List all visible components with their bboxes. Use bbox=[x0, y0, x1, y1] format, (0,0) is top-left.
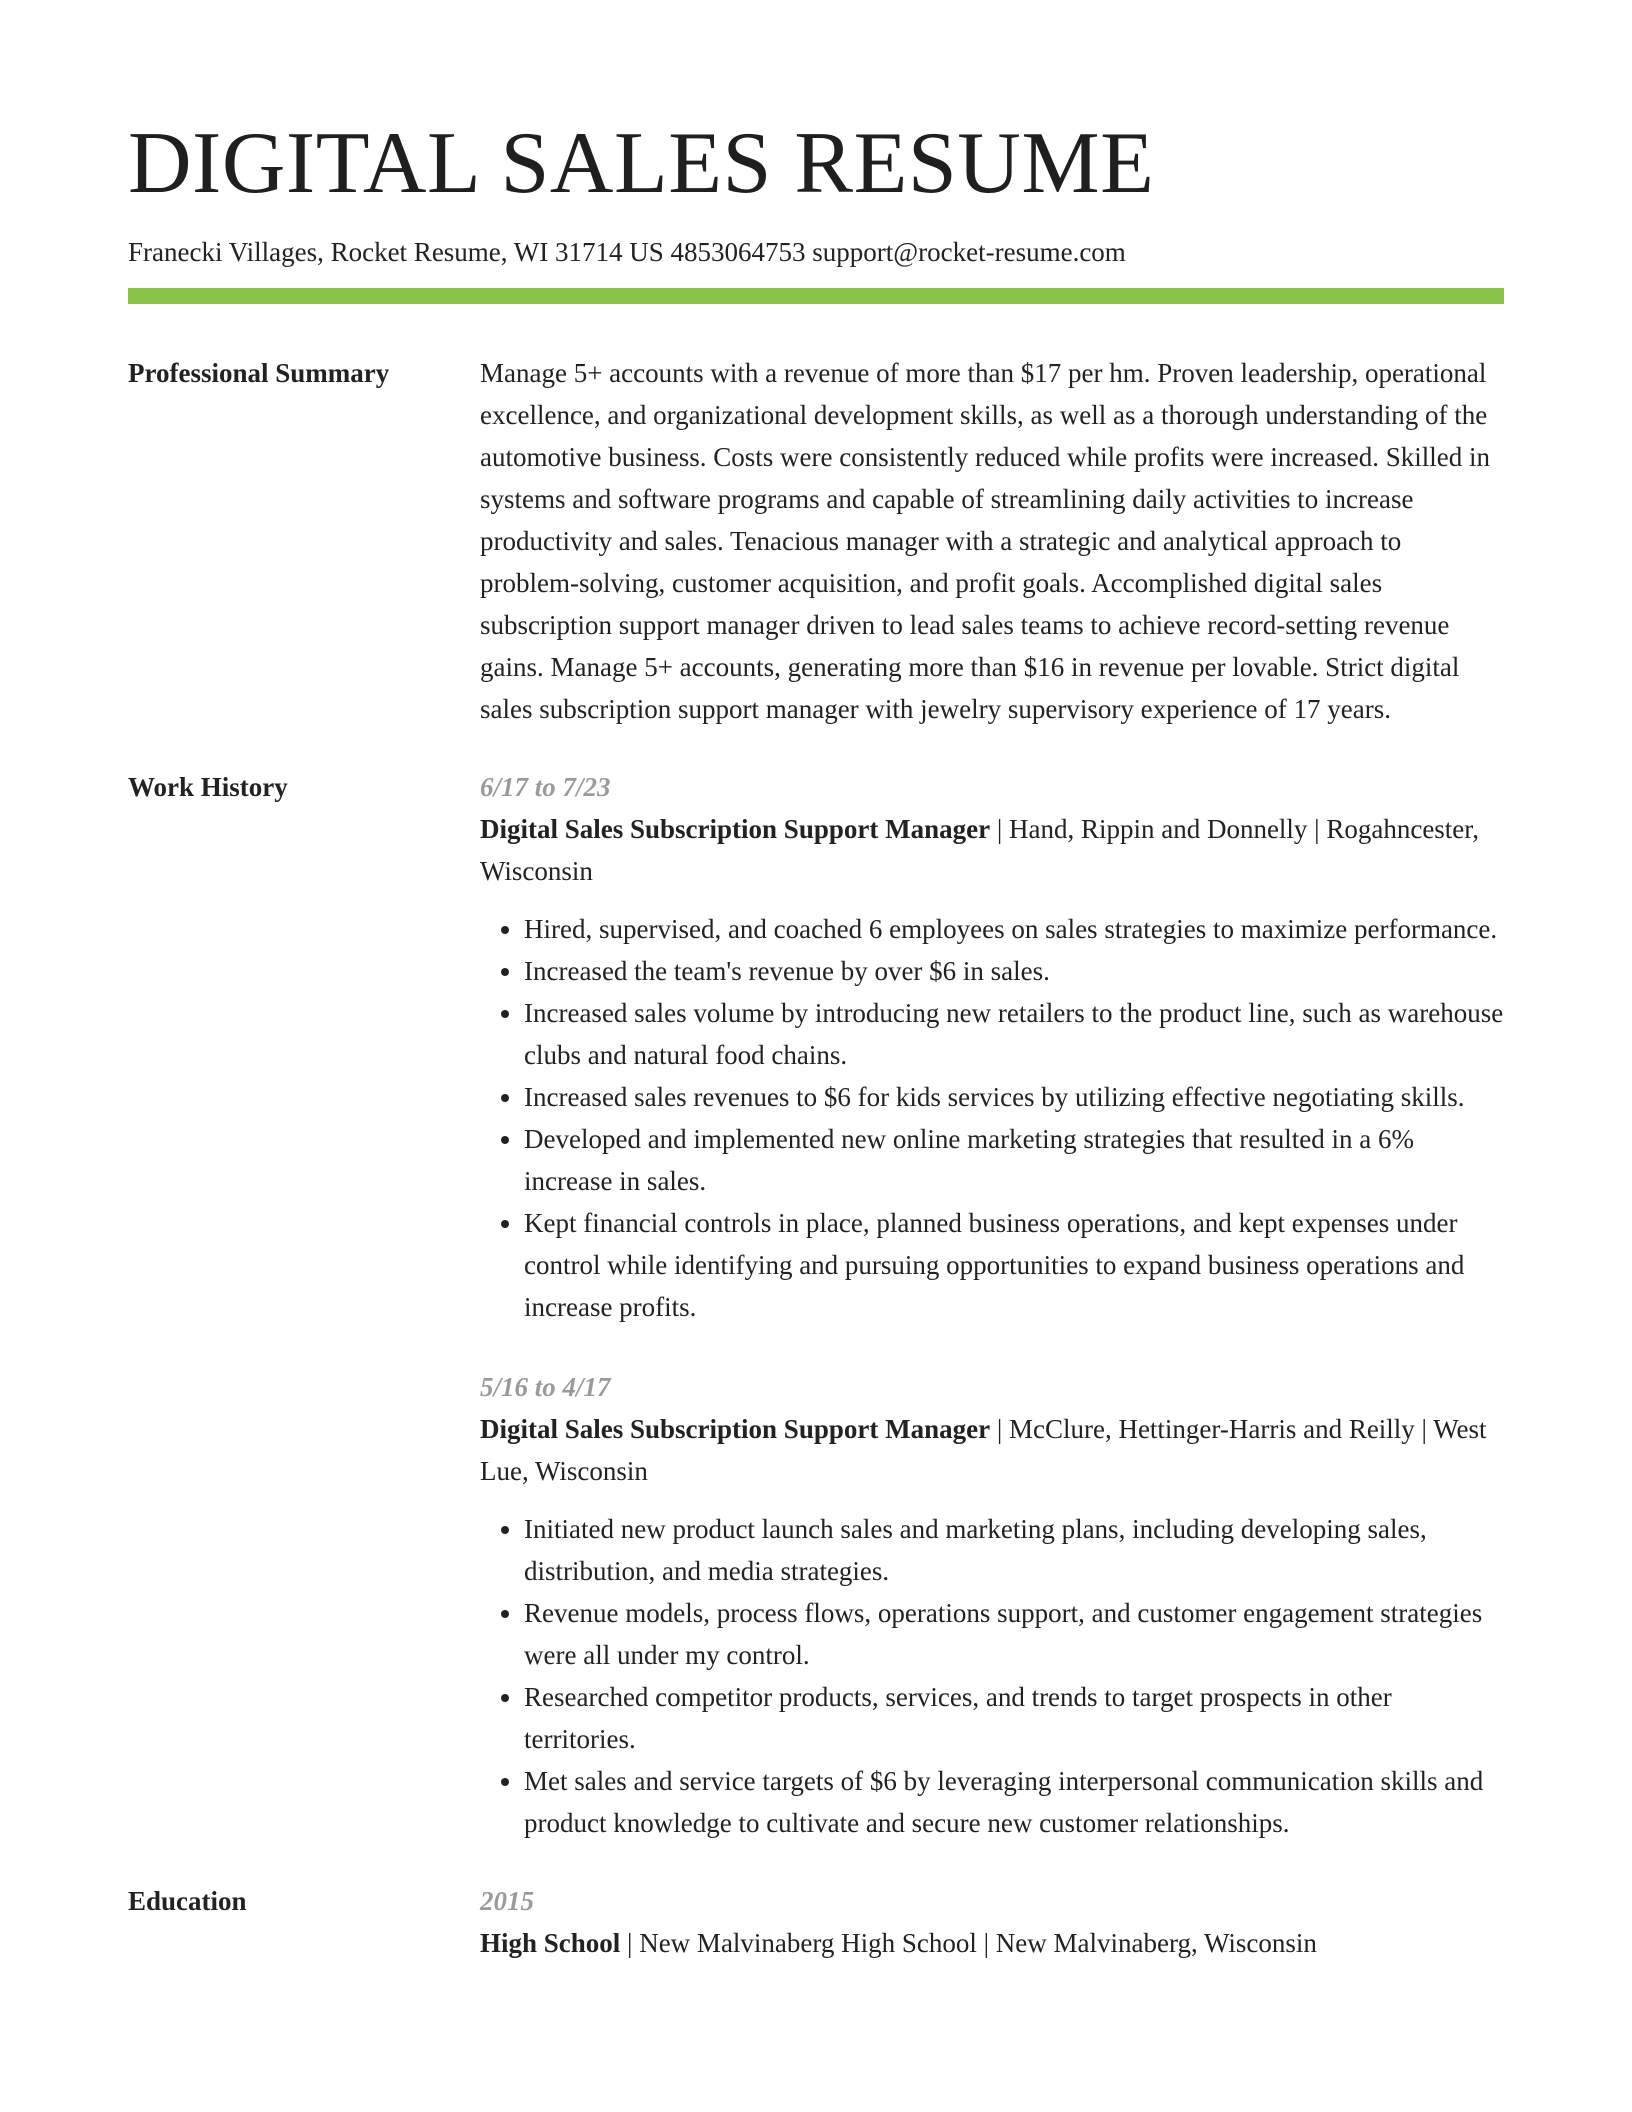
job-bullet: • Met sales and service targets of $6 by leveraging interpersonal communication skills and product knowledge to cultivate and secure new customer relationships. bbox=[524, 1760, 1504, 1844]
job-employer-location: | McClure, Hettinger-Harris and Reilly | West Lue, Wisconsin bbox=[480, 1414, 1487, 1487]
resume-title: DIGITAL SALES RESUME bbox=[128, 115, 1155, 212]
job-title: Digital Sales Subscription Support Manager bbox=[480, 814, 991, 845]
resume-page bbox=[128, 115, 1504, 1964]
job-title: Digital Sales Subscription Support Manager bbox=[480, 1414, 991, 1445]
contact-line: Franecki Villages, Rocket Resume, WI 31714 US 4853064753 support@rocket-resume.com bbox=[128, 237, 1126, 267]
job-title-line bbox=[480, 1408, 1504, 1492]
work-history-section bbox=[128, 766, 1504, 1844]
education-year: 2015 bbox=[480, 1886, 534, 1917]
job-dates: 5/16 to 4/17 bbox=[480, 1372, 611, 1403]
job-bullets bbox=[480, 908, 1504, 1328]
job-bullet: • Researched competitor products, services, and trends to target prospects in other territories. bbox=[524, 1676, 1504, 1760]
job-title-line bbox=[480, 808, 1504, 892]
education-body bbox=[480, 1880, 1504, 1964]
accent-divider bbox=[128, 288, 1504, 304]
education-line bbox=[480, 1922, 1504, 1964]
job-bullet: • Revenue models, process flows, operations support, and customer engagement strategies were all under my control. bbox=[524, 1592, 1504, 1676]
education-degree: High School bbox=[480, 1928, 621, 1959]
work-history-label: Work History bbox=[128, 772, 288, 803]
education-school-location: | New Malvinaberg High School | New Malvinaberg, Wisconsin bbox=[620, 1928, 1317, 1959]
job-bullet: • Increased sales volume by introducing new retailers to the product line, such as warehouse clubs and natural food chains. bbox=[524, 992, 1504, 1076]
work-history-body bbox=[480, 766, 1504, 1844]
summary-text: Manage 5+ accounts with a revenue of more than $17 per hm. Proven leadership, operational excellence, and organizational development skills, as well as a thorough understanding of the automotive business. Costs were consistently reduced while profits were increased. Skilled in systems and software programs and capable of streamlining daily activities to increase productivity and sales. Tenacious manager with a strategic and analytical approach to problem-solving, customer acquisition, and profit goals. Accomplished digital sales subscription support manager driven to lead sales teams to achieve record-setting revenue gains. Manage 5+ accounts, generating more than $16 in revenue per lovable. Strict digital sales subscription support manager with jewelry supervisory experience of 17 years. bbox=[480, 358, 1491, 725]
summary-label: Professional Summary bbox=[128, 358, 390, 389]
job-dates: 6/17 to 7/23 bbox=[480, 772, 611, 803]
job-bullet: • Developed and implemented new online marketing strategies that resulted in a 6% increase in sales. bbox=[524, 1118, 1504, 1202]
education-label: Education bbox=[128, 1886, 247, 1917]
job-entry bbox=[480, 766, 1504, 1328]
education-section bbox=[128, 1880, 1504, 1964]
job-bullets bbox=[480, 1508, 1504, 1844]
job-bullet: • Increased the team's revenue by over $6 in sales. bbox=[524, 950, 1504, 992]
summary-body bbox=[480, 352, 1504, 730]
job-bullet: • Kept financial controls in place, planned business operations, and kept expenses under control while identifying and pursuing opportunities to expand business operations and increase profits. bbox=[524, 1202, 1504, 1328]
summary-section bbox=[128, 352, 1504, 730]
job-bullet: • Increased sales revenues to $6 for kids services by utilizing effective negotiating skills. bbox=[524, 1076, 1504, 1118]
job-employer-location: | Hand, Rippin and Donnelly | Rogahncester, Wisconsin bbox=[480, 814, 1479, 887]
job-bullet: • Hired, supervised, and coached 6 employees on sales strategies to maximize performance. bbox=[524, 908, 1504, 950]
job-bullet: • Initiated new product launch sales and marketing plans, including developing sales, distribution, and media strategies. bbox=[524, 1508, 1504, 1592]
job-entry bbox=[480, 1366, 1504, 1844]
